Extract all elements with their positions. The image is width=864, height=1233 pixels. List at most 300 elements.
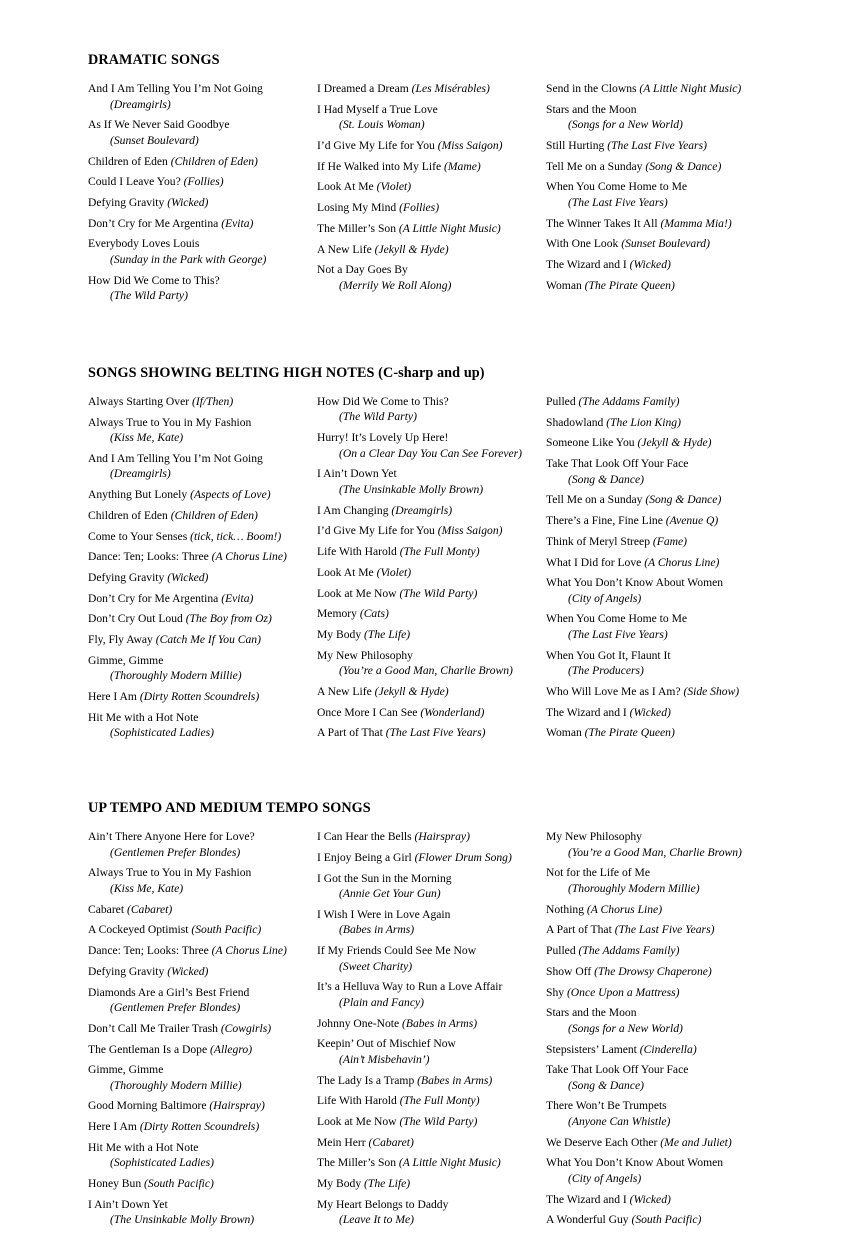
song-title: Send in the Clowns	[546, 82, 637, 96]
song-show: (The Wild Party)	[110, 289, 188, 303]
song-show: (Mame)	[441, 159, 481, 173]
song-show: (Sophisticated Ladies)	[110, 726, 215, 740]
song-show: (Song & Dance)	[642, 493, 722, 507]
song-title: What You Don’t Know About Women	[546, 576, 724, 590]
song-entry	[317, 394, 538, 425]
song-title: Not for the Life of Me	[546, 866, 650, 880]
song-title: I Can Hear the Bells	[317, 830, 412, 844]
song-show: (Cabaret)	[365, 1135, 414, 1149]
song-entry	[546, 985, 791, 1001]
song-entry	[88, 216, 309, 232]
song-title: I’d Give My Life for You	[317, 139, 435, 152]
song-show: (You’re a Good Man, Charlie Brown)	[568, 845, 742, 859]
song-title: I Dreamed a Dream	[317, 82, 409, 96]
song-title: A Part of That	[317, 726, 383, 740]
song-title: Come to Your Senses	[88, 529, 188, 543]
song-entry	[317, 627, 538, 643]
song-show: (Children of Eden)	[167, 508, 258, 522]
song-entry	[88, 632, 309, 648]
song-title: Tell Me on a Sunday	[546, 493, 643, 507]
song-title: Johnny One-Note	[317, 1016, 400, 1030]
song-title: I Enjoy Being a Girl	[317, 850, 412, 864]
song-entry	[88, 117, 309, 148]
song-title: The Wizard and I	[546, 1192, 627, 1206]
song-title: I Got the Sun in the Morning	[317, 871, 452, 885]
song-title: As If We Never Said Goodbye	[88, 118, 230, 132]
song-show: (Dreamgirls)	[388, 503, 453, 517]
song-title: How Did We Come to This?	[317, 394, 449, 408]
song-entry	[546, 513, 791, 529]
song-show: (Kiss Me, Kate)	[110, 431, 184, 445]
song-entry	[546, 865, 791, 896]
song-title: The Wizard and I	[546, 705, 627, 719]
song-entry	[88, 273, 309, 304]
song-entry	[546, 943, 791, 959]
song-title: Children of Eden	[88, 508, 168, 522]
section-gap	[88, 746, 794, 800]
song-entry	[546, 102, 791, 133]
song-entry	[317, 1036, 538, 1067]
song-show: (Follies)	[180, 175, 224, 189]
song-entry	[317, 466, 538, 497]
song-title: Look at Me Now	[317, 1115, 397, 1128]
song-title: Look at Me Now	[317, 586, 397, 600]
song-title: My Body	[317, 1177, 362, 1191]
song-show: (The Pirate Queen)	[581, 726, 675, 740]
song-column-1	[88, 829, 317, 1233]
song-entry	[317, 1135, 538, 1151]
song-entry	[317, 102, 538, 133]
song-title: Everybody Loves Louis	[88, 237, 200, 251]
song-show: (Cats)	[356, 607, 389, 621]
song-title: My New Philosophy	[317, 648, 413, 662]
song-title: Always True to You in My Fashion	[88, 415, 252, 429]
song-title: My Heart Belongs to Daddy	[317, 1197, 449, 1211]
song-title: My Body	[317, 628, 362, 641]
song-entry	[546, 415, 791, 431]
song-title: Hit Me with a Hot Note	[88, 710, 199, 724]
song-show: (Follies)	[396, 201, 440, 215]
song-title: Anything But Lonely	[88, 488, 188, 502]
song-title: When You Come Home to Me	[546, 612, 688, 626]
song-show: (Violet)	[373, 180, 412, 194]
song-entry	[88, 549, 309, 565]
song-show: (Aspects of Love)	[187, 488, 271, 502]
song-show: (Wicked)	[626, 705, 671, 719]
song-entry	[88, 394, 309, 410]
song-title: Children of Eden	[88, 154, 168, 168]
song-entry	[546, 216, 791, 232]
song-show: (Cowgirls)	[217, 1021, 272, 1035]
section-gap	[88, 309, 794, 365]
song-column-1	[88, 81, 317, 309]
song-title: Life With Harold	[317, 545, 397, 559]
song-show: (The Wild Party)	[396, 1115, 478, 1128]
song-title: Memory	[317, 607, 357, 621]
section-heading: DRAMATIC SONGS	[88, 52, 220, 68]
song-show: (Song & Dance)	[642, 159, 722, 173]
song-show: (Les Misérables)	[408, 82, 490, 96]
song-show: (A Little Night Music)	[396, 1156, 501, 1170]
song-show: (The Boy from Oz)	[182, 612, 272, 626]
song-show: (The Full Monty)	[396, 545, 480, 559]
song-entry	[317, 606, 538, 622]
song-show: (Thoroughly Modern Millie)	[110, 669, 242, 683]
song-title: When You Got It, Flaunt It	[546, 648, 671, 662]
song-show: (The Wild Party)	[396, 586, 478, 600]
song-title: Gimme, Gimme	[88, 653, 164, 667]
song-entry	[317, 1016, 538, 1032]
song-show: (You’re a Good Man, Charlie Brown)	[339, 664, 513, 678]
song-entry	[546, 684, 791, 700]
song-show: (Violet)	[373, 565, 412, 579]
song-show: (The Life)	[361, 628, 411, 641]
song-title: Fly, Fly Away	[88, 633, 153, 647]
song-show: (A Chorus Line)	[208, 550, 287, 564]
song-entry	[546, 394, 791, 410]
song-show: (A Little Night Music)	[396, 221, 501, 235]
song-entry	[317, 544, 538, 560]
song-title: Defying Gravity	[88, 964, 165, 978]
song-entry	[88, 570, 309, 586]
song-show: (Fame)	[650, 534, 688, 548]
song-show: (Sophisticated Ladies)	[110, 1156, 215, 1170]
section-heading: SONGS SHOWING BELTING HIGH NOTES (C-sharp and up)	[88, 364, 485, 381]
song-entry	[546, 648, 791, 679]
song-entry	[546, 705, 791, 721]
song-entry	[546, 725, 791, 741]
song-entry	[317, 871, 538, 902]
song-title: Gimme, Gimme	[88, 1063, 164, 1077]
song-entry	[317, 221, 538, 237]
song-show: (South Pacific)	[188, 923, 262, 937]
song-show: (Evita)	[218, 216, 254, 230]
song-show: (Catch Me If You Can)	[152, 633, 261, 647]
song-entry	[546, 1062, 791, 1093]
song-entry	[317, 850, 538, 866]
song-entry	[317, 179, 538, 195]
song-show: (Wonderland)	[417, 705, 485, 719]
song-column-3	[546, 829, 791, 1233]
song-title: A New Life	[317, 242, 372, 256]
song-title: Think of Meryl Streep	[546, 534, 650, 548]
song-show: (Cinderella)	[636, 1042, 697, 1056]
song-entry	[546, 575, 791, 606]
song-show: (City of Angels)	[568, 591, 642, 605]
song-entry	[317, 1073, 538, 1089]
song-title: A New Life	[317, 684, 372, 698]
song-show: (Anyone Can Whistle)	[568, 1115, 671, 1128]
song-entry	[546, 179, 791, 210]
song-entry	[317, 200, 538, 216]
song-title: Here I Am	[88, 690, 137, 704]
song-entry	[88, 451, 309, 482]
song-show: (The Lion King)	[603, 415, 681, 429]
song-column-2	[317, 81, 546, 299]
song-entry	[317, 81, 538, 97]
song-title: Shy	[546, 985, 565, 999]
song-title: Defying Gravity	[88, 571, 165, 585]
song-title: Shadowland	[546, 415, 604, 429]
song-title: Look At Me	[317, 565, 374, 579]
song-entry	[546, 611, 791, 642]
song-entry	[546, 1005, 791, 1036]
song-title: I Am Changing	[317, 503, 389, 517]
song-show: (The Last Five Years)	[611, 923, 715, 937]
song-title: Don’t Cry for Me Argentina	[88, 216, 219, 230]
song-entry	[546, 534, 791, 550]
song-entry	[317, 242, 538, 258]
song-title: Stepsisters’ Lament	[546, 1042, 637, 1056]
song-entry	[317, 1155, 538, 1171]
song-entry	[88, 1119, 309, 1135]
song-title: The Miller’s Son	[317, 221, 397, 235]
song-title: Show Off	[546, 964, 592, 978]
song-show: (Song & Dance)	[568, 472, 644, 486]
song-show: (Songs for a New World)	[568, 118, 683, 132]
song-title: Dance: Ten; Looks: Three	[88, 550, 209, 564]
song-title: There Won’t Be Trumpets	[546, 1099, 667, 1113]
song-title: Take That Look Off Your Face	[546, 457, 689, 471]
song-title: Always Starting Over	[88, 394, 190, 408]
song-show: (The Full Monty)	[396, 1094, 480, 1108]
song-title: Take That Look Off Your Face	[546, 1063, 689, 1077]
song-entry	[88, 1140, 309, 1171]
song-column-2	[317, 394, 546, 746]
song-show: (The Life)	[361, 1177, 411, 1191]
song-title: If My Friends Could See Me Now	[317, 944, 477, 958]
song-title: I Wish I Were in Love Again	[317, 907, 451, 921]
song-show: (Jekyll & Hyde)	[371, 684, 449, 698]
song-entry	[546, 1098, 791, 1129]
song-title: Could I Leave You?	[88, 175, 181, 189]
song-show: (The Last Five Years)	[604, 139, 707, 152]
song-title: Always True to You in My Fashion	[88, 866, 252, 880]
song-title: My New Philosophy	[546, 830, 642, 844]
song-title: The Lady Is a Tramp	[317, 1073, 415, 1087]
song-title: Hit Me with a Hot Note	[88, 1140, 199, 1154]
song-show: (Sunset Boulevard)	[618, 237, 710, 251]
song-entry	[317, 684, 538, 700]
song-show: (Ain’t Misbehavin’)	[339, 1052, 430, 1066]
song-title: Hurry! It’s Lovely Up Here!	[317, 431, 449, 445]
song-entry	[546, 902, 791, 918]
song-show: (The Last Five Years)	[568, 195, 668, 209]
song-show: (tick, tick… Boom!)	[187, 529, 282, 543]
song-show: (The Producers)	[568, 664, 644, 678]
song-entry	[88, 1042, 309, 1058]
song-entry	[317, 1093, 538, 1109]
song-show: (Wicked)	[164, 964, 209, 978]
song-show: (A Chorus Line)	[584, 902, 663, 916]
song-entry	[88, 653, 309, 684]
song-title: I Ain’t Down Yet	[88, 1197, 168, 1211]
song-title: The Winner Takes It All	[546, 216, 658, 230]
song-title: Good Morning Baltimore	[88, 1099, 207, 1113]
song-title: Pulled	[546, 394, 576, 408]
song-title: Someone Like You	[546, 436, 635, 450]
song-entry	[88, 689, 309, 705]
song-show: (St. Louis Woman)	[339, 118, 425, 132]
song-show: (South Pacific)	[628, 1213, 702, 1227]
song-title: There’s a Fine, Fine Line	[546, 514, 663, 528]
song-title: Stars and the Moon	[546, 102, 637, 116]
song-show: (Gentlemen Prefer Blondes)	[110, 845, 241, 859]
song-show: (On a Clear Day You Can See Forever)	[339, 446, 523, 460]
song-column-3	[546, 81, 791, 299]
song-show: (Flower Drum Song)	[411, 850, 512, 864]
song-entry	[88, 195, 309, 211]
song-show: (The Unsinkable Molly Brown)	[339, 482, 484, 496]
song-entry	[546, 278, 791, 294]
song-show: (Leave It to Me)	[339, 1213, 415, 1227]
song-entry	[88, 81, 309, 112]
song-entry	[317, 907, 538, 938]
song-show: (Miss Saigon)	[434, 524, 503, 538]
song-show: (Songs for a New World)	[568, 1021, 683, 1035]
song-column-3	[546, 394, 791, 746]
song-entry	[317, 1176, 538, 1192]
song-title: The Gentleman Is a Dope	[88, 1042, 208, 1056]
song-title: Look At Me	[317, 180, 374, 194]
section-heading: UP TEMPO AND MEDIUM TEMPO SONGS	[88, 800, 371, 817]
song-show: (Wicked)	[164, 195, 209, 209]
song-show: (A Little Night Music)	[636, 82, 742, 96]
song-title: A Part of That	[546, 923, 612, 937]
song-entry	[317, 725, 538, 741]
song-show: (Once Upon a Mattress)	[564, 985, 680, 999]
song-title: And I Am Telling You I’m Not Going	[88, 451, 263, 465]
song-entry	[317, 430, 538, 461]
song-title: What You Don’t Know About Women	[546, 1156, 724, 1170]
song-title: With One Look	[546, 237, 619, 251]
song-entry	[546, 1042, 791, 1058]
song-show: (South Pacific)	[141, 1177, 214, 1191]
song-title: Still Hurting	[546, 139, 605, 152]
song-show: (A Chorus Line)	[641, 555, 720, 569]
song-entry	[317, 705, 538, 721]
song-entry	[546, 492, 791, 508]
section-up-tempo-medium-tempo	[88, 800, 794, 1233]
section-dramatic-songs	[88, 52, 794, 309]
song-title: Once More I Can See	[317, 705, 418, 719]
song-show: (Children of Eden)	[167, 154, 258, 168]
song-show: (The Last Five Years)	[382, 726, 486, 740]
song-entry	[546, 922, 791, 938]
song-entry	[88, 710, 309, 741]
song-title: What I Did for Love	[546, 555, 642, 569]
song-title: Life With Harold	[317, 1094, 397, 1108]
song-title: I’d Give My Life for You	[317, 524, 435, 538]
song-show: (The Pirate Queen)	[581, 278, 675, 292]
song-title: Ain’t There Anyone Here for Love?	[88, 830, 255, 844]
song-show: (Avenue Q)	[662, 514, 719, 528]
song-title: Woman	[546, 278, 582, 292]
song-show: (Miss Saigon)	[434, 139, 503, 152]
song-entry	[317, 979, 538, 1010]
song-show: (A Chorus Line)	[208, 944, 287, 958]
song-title: Don’t Cry for Me Argentina	[88, 591, 219, 605]
song-title: Honey Bun	[88, 1177, 142, 1191]
song-show: (Thoroughly Modern Millie)	[568, 881, 700, 895]
song-title: Diamonds Are a Girl’s Best Friend	[88, 985, 250, 999]
song-title: I Ain’t Down Yet	[317, 467, 397, 481]
song-entry	[88, 829, 309, 860]
song-entry	[546, 1192, 791, 1208]
song-title: The Wizard and I	[546, 258, 627, 272]
song-entry	[317, 943, 538, 974]
song-entry	[88, 529, 309, 545]
song-entry	[546, 138, 791, 154]
song-entry	[88, 964, 309, 980]
song-entry	[546, 1155, 791, 1186]
song-title: Woman	[546, 726, 582, 740]
song-show: (Wicked)	[626, 1192, 671, 1206]
song-show: (Me and Juliet)	[657, 1135, 732, 1149]
song-show: (Babes in Arms)	[399, 1016, 478, 1030]
song-column-2	[317, 829, 546, 1233]
song-entry	[317, 1114, 538, 1130]
song-show: (Cabaret)	[124, 902, 173, 916]
song-title: Mein Herr	[317, 1135, 366, 1149]
song-title: And I Am Telling You I’m Not Going	[88, 82, 263, 96]
song-title: A Wonderful Guy	[546, 1213, 629, 1227]
song-entry	[88, 1197, 309, 1228]
song-show: (Sunday in the Park with George)	[110, 252, 267, 266]
song-show: (Merrily We Roll Along)	[339, 278, 452, 292]
song-entry	[317, 829, 538, 845]
song-show: (Evita)	[218, 591, 254, 605]
song-entry	[88, 591, 309, 607]
song-show: (Gentlemen Prefer Blondes)	[110, 1001, 241, 1015]
song-columns	[88, 81, 794, 309]
song-show: (The Unsinkable Molly Brown)	[110, 1213, 255, 1227]
song-title: Nothing	[546, 902, 585, 916]
song-show: (The Drowsy Chaperone)	[591, 964, 712, 978]
song-show: (Babes in Arms)	[414, 1073, 493, 1087]
song-title: When You Come Home to Me	[546, 180, 688, 194]
song-entry	[88, 865, 309, 896]
song-entry	[317, 565, 538, 581]
song-title: The Miller’s Son	[317, 1156, 397, 1170]
song-show: (Jekyll & Hyde)	[634, 436, 712, 450]
song-column-1	[88, 394, 317, 746]
song-show: (Plain and Fancy)	[339, 995, 424, 1009]
song-title: A Cockeyed Optimist	[88, 923, 189, 937]
song-entry	[546, 964, 791, 980]
song-entry	[317, 138, 538, 154]
song-show: (Jekyll & Hyde)	[371, 242, 449, 256]
song-entry	[546, 829, 791, 860]
song-entry	[88, 236, 309, 267]
song-show: (If/Then)	[189, 394, 234, 408]
song-entry	[88, 154, 309, 170]
song-title: Cabaret	[88, 902, 125, 916]
song-entry	[546, 1135, 791, 1151]
song-title: Losing My Mind	[317, 201, 397, 215]
song-entry	[88, 1098, 309, 1114]
song-show: (Thoroughly Modern Millie)	[110, 1078, 242, 1092]
song-show: (Sweet Charity)	[339, 959, 413, 973]
song-title: How Did We Come to This?	[88, 273, 220, 287]
song-entry	[546, 1212, 791, 1228]
song-title: It’s a Helluva Way to Run a Love Affair	[317, 980, 503, 994]
song-entry	[88, 1062, 309, 1093]
song-show: (Allegro)	[207, 1042, 253, 1056]
song-entry	[88, 174, 309, 190]
song-entry	[317, 586, 538, 602]
song-entry	[546, 236, 791, 252]
